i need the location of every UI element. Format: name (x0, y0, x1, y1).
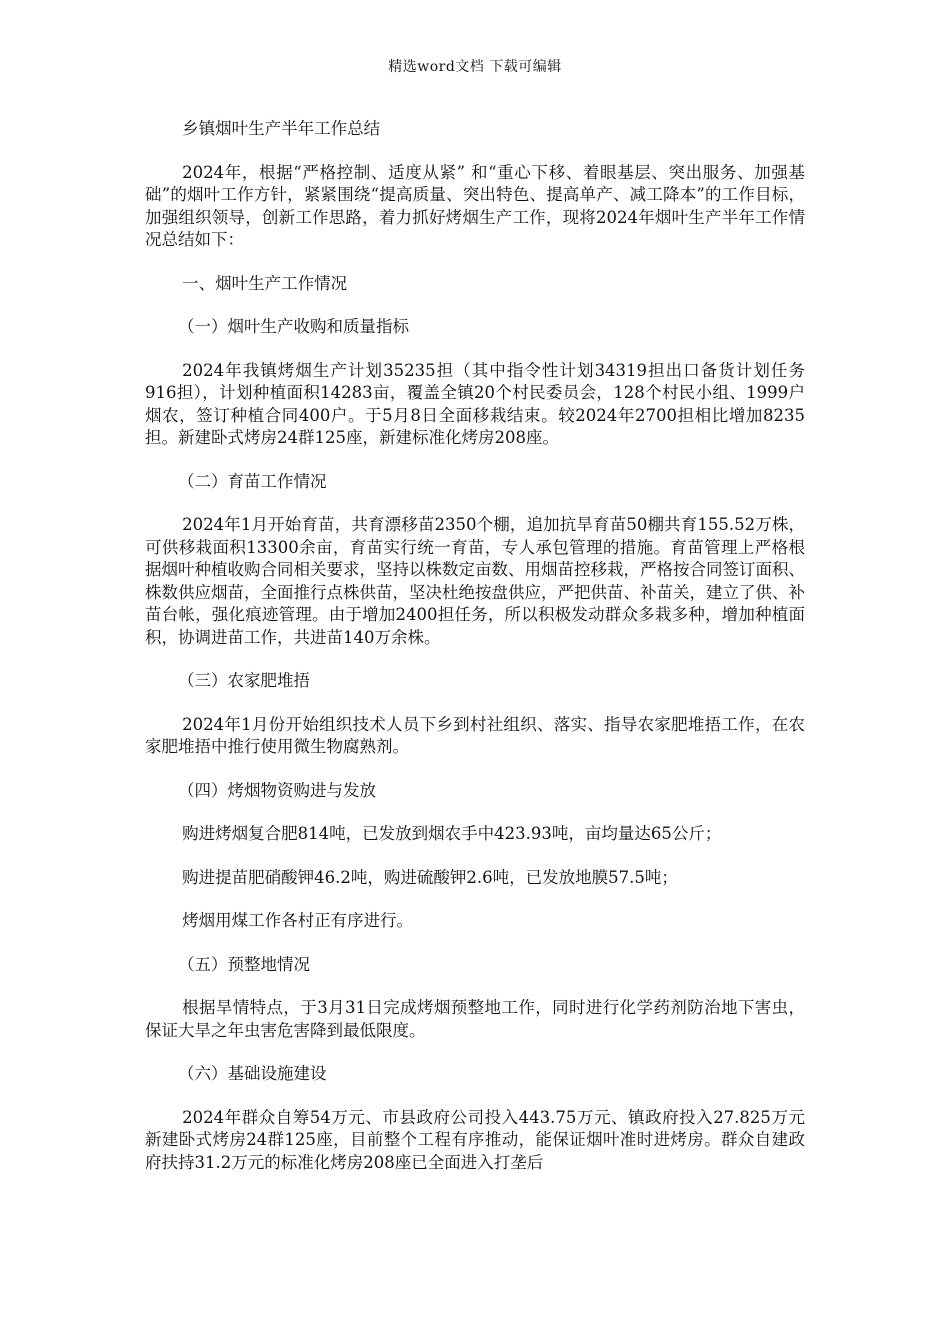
subsection-heading-6: （六）基础设施建设 (178, 1064, 327, 1083)
page-header: 精选word文档 下载可编辑 (388, 59, 562, 75)
subsection-heading-1: （一）烟叶生产收购和质量指标 (178, 317, 409, 336)
subsection-heading-5: （五）预整地情况 (178, 954, 310, 974)
subsection-paragraph-3: 2024年1月份开始组织技术人员下乡到村社组织、落实、指导农家肥堆捂工作，在农家肥堆捂中推行使用微生物腐熟剂。 (145, 714, 805, 756)
subsection-paragraph-2: 2024年1月开始育苗，共育漂移苗2350个棚，追加抗旱育苗50棚共育155.52万株，可供移栽面积13300余亩，育苗实行统一育苗，专人承包管理的措施。育苗管理上严格根据烟叶种植收购合同相关要求，坚持以株数定亩数、用烟苗控移栽，严格按合同签订面积、株数供应烟苗，全面推行点株供苗，坚决杜绝按盘供应，严把供苗、补苗关，建立了供、补苗台帐，强化痕迹管理。由于增加2400担任务，所以积极发动群众多栽多种，增加种植面积，协调进苗工作，共进苗140万余株。 (145, 515, 805, 647)
materials-line-3: 烤烟用煤工作各村正有序进行。 (182, 911, 414, 930)
document-title: 乡镇烟叶生产半年工作总结 (182, 119, 381, 138)
intro-paragraph: 2024年，根据“严格控制、适度从紧” 和“重心下移、着眼基层、突出服务、加强基础”的烟叶工作方针，紧紧围绕“提高质量、突出特色、提高单产、减工降本”的工作目标，加强组织领导，创新工作思路，着力抓好烤烟生产工作，现将2024年烟叶生产半年工作情况总结如下： (145, 162, 805, 249)
subsection-heading-2: （二）育苗工作情况 (178, 471, 327, 491)
materials-line-1: 购进烤烟复合肥814吨，已发放到烟农手中423.93吨，亩均量达65公斤； (182, 824, 722, 843)
subsection-paragraph-6: 2024年群众自筹54万元、市县政府公司投入443.75万元、镇政府投入27.825万元新建卧式烤房24群125座，目前整个工程有序推动，能保证烟叶准时进烤房。群众自建政府扶持31.2万元的标准化烤房208座已全面进入打垄后 (145, 1107, 805, 1172)
section-heading-1: 一、烟叶生产工作情况 (182, 273, 348, 293)
document-body (145, 118, 805, 1174)
materials-line-2: 购进提苗肥硝酸钾46.2吨，购进硫酸钾2.6吨，已发放地膜57.5吨； (182, 867, 678, 887)
subsection-heading-3: （三）农家肥堆捂 (178, 671, 310, 690)
subsection-paragraph-5: 根据旱情特点，于3月31日完成烤烟预整地工作，同时进行化学药剂防治地下害虫，保证大旱之年虫害危害降到最低限度。 (145, 998, 805, 1040)
subsection-heading-4: （四）烤烟物资购进与发放 (178, 780, 376, 800)
subsection-paragraph-1: 2024年我镇烤烟生产计划35235担（其中指令性计划34319担出口备货计划任务916担），计划种植面积14283亩，覆盖全镇20个村民委员会，128个村民小组、1999户烟农，签订种植合同400户。于5月8日全面移栽结束。较2024年2700担相比增加8235担。新建卧式烤房24群125座，新建标准化烤房208座。 (145, 360, 805, 447)
